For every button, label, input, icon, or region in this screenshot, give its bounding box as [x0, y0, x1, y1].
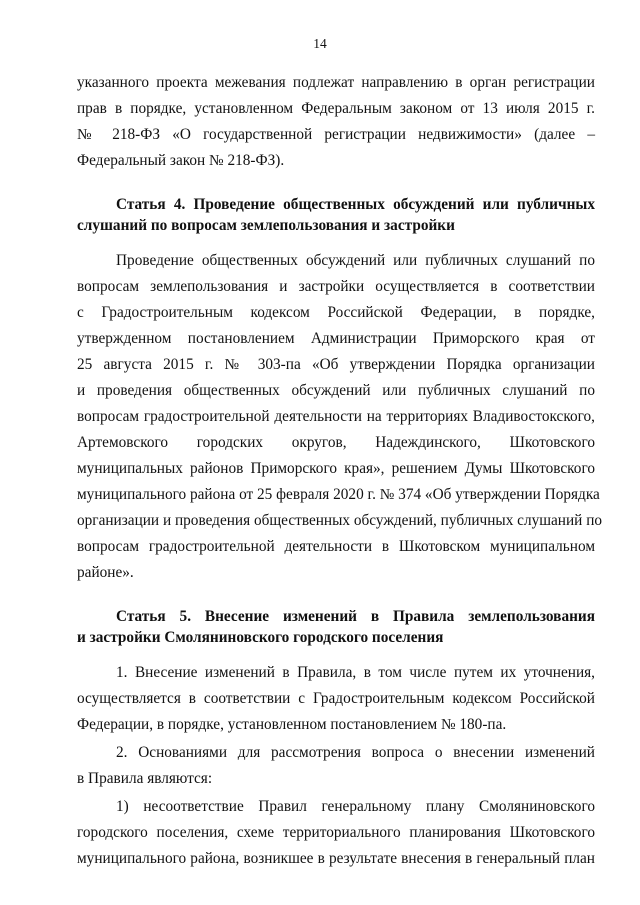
text-line: осуществляется в соответствии с Градостроительным кодексом Российской	[77, 690, 595, 707]
page-number: 14	[313, 36, 327, 51]
text-line: вопросам градостроительной деятельности на территориях Владивостокского,	[77, 408, 595, 425]
text-line: 1. Внесение изменений в Правила, в том числе путем их уточнения,	[116, 664, 595, 681]
text-line: 25 августа 2015 г. № 303-па «Об утверждении Порядка организации	[77, 356, 595, 373]
text-line: в Правила являются:	[77, 770, 213, 787]
text-line: прав в порядке, установленном Федеральным законом от 13 июля 2015 г.	[77, 100, 595, 117]
article-5-item-1	[77, 660, 595, 738]
text-line: Федеральный закон № 218-ФЗ).	[77, 152, 285, 169]
heading-line: Статья 4. Проведение общественных обсуждений или публичных	[116, 196, 595, 213]
text-line: и проведения общественных обсуждений или публичных слушаний по	[77, 382, 595, 399]
text-line: утвержденном постановлением Администрации Приморского края от	[77, 330, 595, 347]
text-line: районе».	[77, 564, 134, 581]
article-5-heading	[77, 606, 595, 648]
article-5-subitem-1	[77, 794, 595, 872]
text-line: городского поселения, схеме территориального планирования Шкотовского	[77, 824, 595, 841]
heading-line: Статья 5. Внесение изменений в Правила землепользования	[116, 608, 595, 625]
text-line: муниципальных районов Приморского края», решением Думы Шкотовского	[77, 460, 595, 477]
text-line: организации и проведения общественных обсуждений, публичных слушаний по	[77, 512, 603, 529]
text-line: 2. Основаниями для рассмотрения вопроса о внесении изменений	[116, 744, 595, 761]
text-line: муниципального района от 25 февраля 2020 г. № 374 «Об утверждении Порядка	[77, 486, 600, 503]
text-line: муниципального района, возникшее в результате внесения в генеральный план	[77, 850, 595, 867]
text-line: 1) несоответствие Правил генеральному плану Смоляниновского	[116, 798, 595, 815]
text-line: вопросам землепользования и застройки осуществляется в соответствии	[77, 278, 595, 295]
intro-paragraph	[77, 70, 595, 174]
text-line: указанного проекта межевания подлежат направлению в орган регистрации	[77, 74, 595, 91]
text-line: Проведение общественных обсуждений или публичных слушаний по	[116, 252, 595, 269]
article-4-paragraph	[77, 248, 603, 586]
text-line: с Градостроительным кодексом Российской Федерации, в порядке,	[77, 304, 595, 321]
text-line: вопросам градостроительной деятельности в Шкотовском муниципальном	[77, 538, 595, 555]
text-line: Артемовского городских округов, Надеждинского, Шкотовского	[77, 434, 595, 451]
document-body	[77, 70, 603, 872]
text-line: Федерации, в порядке, установленном постановлением № 180-па.	[77, 716, 507, 733]
article-4-heading	[77, 194, 595, 236]
article-5-item-2	[77, 740, 595, 792]
text-line: № 218-ФЗ «О государственной регистрации недвижимости» (далее –	[77, 126, 595, 143]
heading-line: слушаний по вопросам землепользования и застройки	[77, 217, 455, 234]
heading-line: и застройки Смоляниновского городского поселения	[77, 629, 444, 646]
